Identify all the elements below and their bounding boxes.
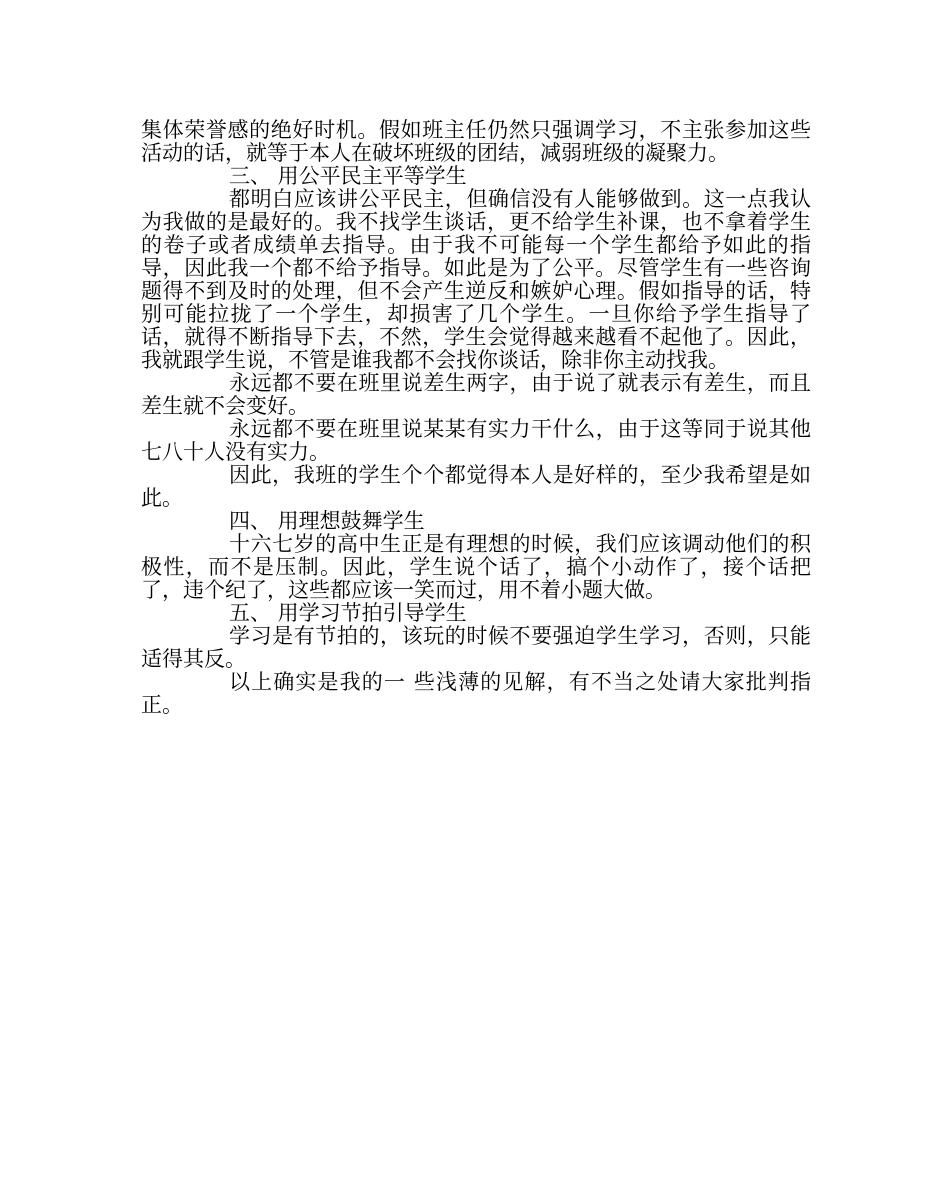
section-heading-5: 五、 用学习节拍引导学生 bbox=[229, 601, 467, 625]
paragraph-no-weak-students: 永远都不要在班里说差生两字，由于说了就表示有差生，而且差生就不会变好。 bbox=[141, 371, 811, 418]
paragraph-rhythm: 学习是有节拍的，该玩的时候不要强迫学生学习，否则，只能适得其反。 bbox=[141, 624, 811, 671]
paragraph-continuation: 集体荣誉感的绝好时机。假如班主任仍然只强调学习，不主张参加这些活动的话，就等于本人在破坏班级的团结，减弱班级的凝聚力。 bbox=[141, 118, 811, 165]
paragraph-closing: 以上确实是我的一 些浅薄的见解，有不当之处请大家批判指正。 bbox=[141, 670, 811, 717]
section-heading-3: 三、 用公平民主平等学生 bbox=[229, 164, 467, 188]
paragraph-ideals: 十六七岁的高中生正是有理想的时候，我们应该调动他们的积极性，而不是压制。因此，学生说个话了，搞个小动作了，接个话把了，违个纪了，这些都应该一笑而过，用不着小题大做。 bbox=[141, 532, 811, 602]
paragraph-fairness: 都明白应该讲公平民主，但确信没有人能够做到。这一点我认为我做的是最好的。我不找学生谈话，更不给学生补课，也不拿着学生的卷子或者成绩单去指导。由于我不可能每一个学生都给予如此的指导，因此我一个都不给予指导。如此是为了公平。尽管学生有一些咨询题得不到及时的处理，但不会产生逆反和嫉妒心理。假如指导的话，特别可能拉拢了一个学生，却损害了几个学生。一旦你给予学生指导了话，就得不断指导下去，不然，学生会觉得越来越看不起他了。因此，我就跟学生说，不管是谁我都不会找你谈话，除非你主动找我。 bbox=[141, 187, 811, 372]
paragraph-conclusion-fairness: 因此，我班的学生个个都觉得本人是好样的，至少我希望是如此。 bbox=[141, 463, 811, 510]
paragraph-no-praise-individuals: 永远都不要在班里说某某有实力干什么，由于这等同于说其他七八十人没有实力。 bbox=[141, 417, 811, 464]
document-body bbox=[141, 119, 811, 717]
section-heading-4: 四、 用理想鼓舞学生 bbox=[229, 509, 425, 533]
